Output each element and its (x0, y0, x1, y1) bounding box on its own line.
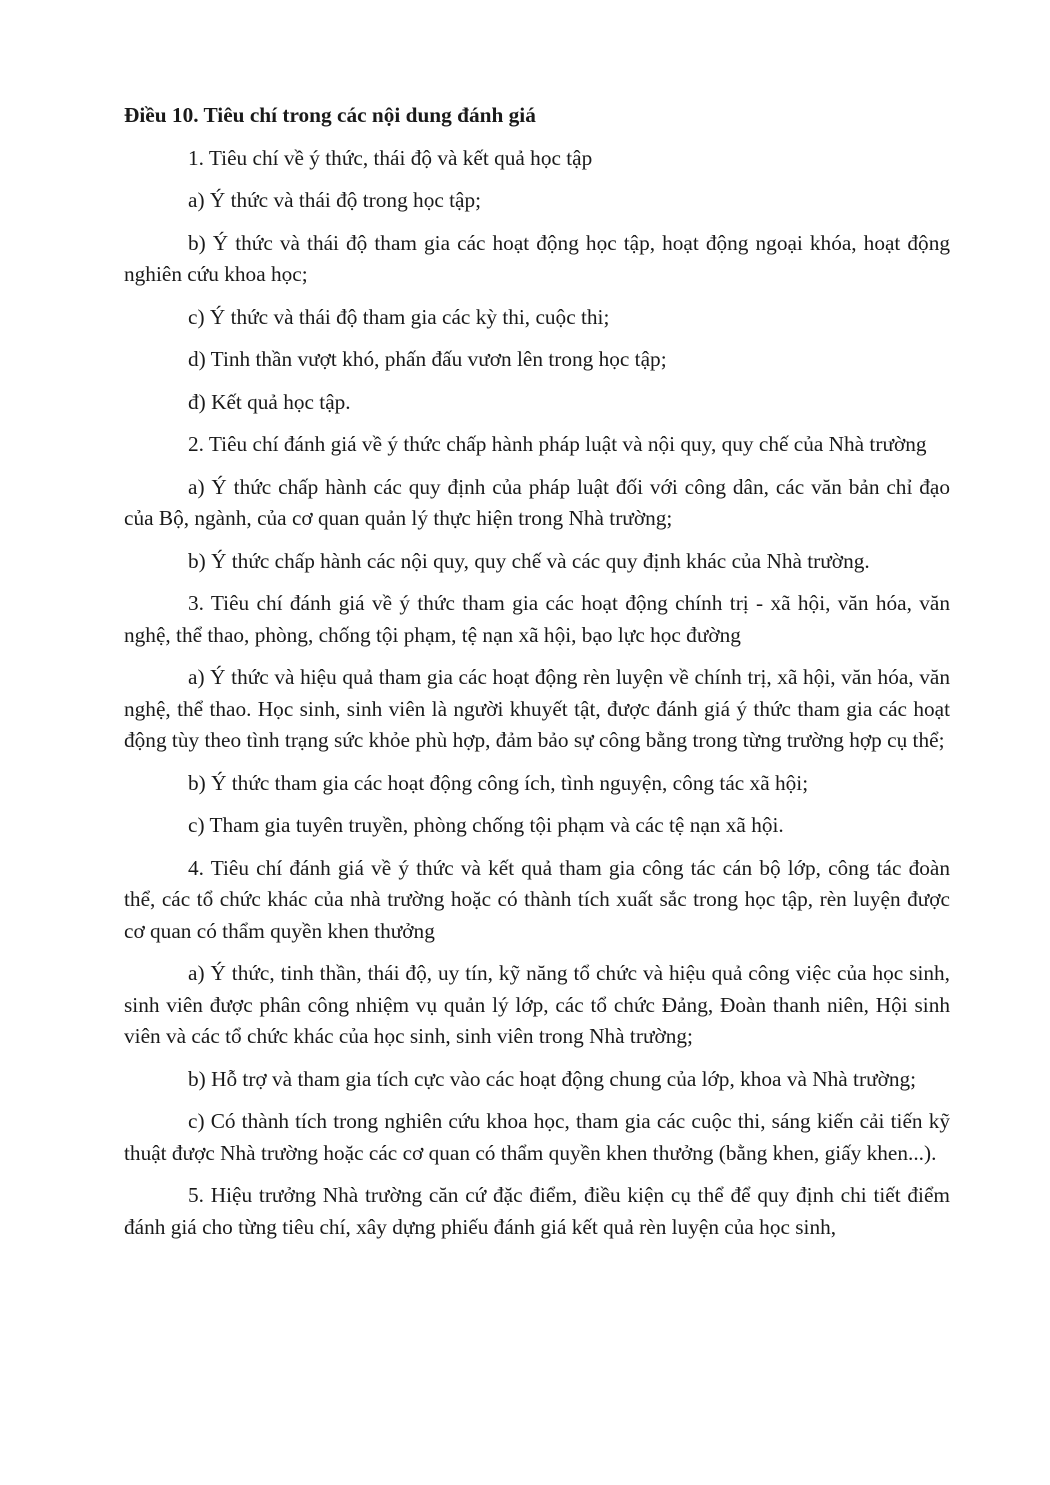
paragraph-1b: b) Ý thức và thái độ tham gia các hoạt động học tập, hoạt động ngoại khóa, hoạt động nghiên cứu khoa học; (124, 230, 950, 286)
paragraph-1d: d) Tinh thần vượt khó, phấn đấu vươn lên trong học tập; (188, 347, 667, 371)
paragraph-2: 2. Tiêu chí đánh giá về ý thức chấp hành pháp luật và nội quy, quy chế của Nhà trường (188, 432, 927, 456)
paragraph-1a: a) Ý thức và thái độ trong học tập; (188, 188, 482, 212)
document-body (124, 100, 950, 1243)
paragraph-1dd: đ) Kết quả học tập. (188, 389, 351, 414)
article-heading: Điều 10. Tiêu chí trong các nội dung đánh giá (124, 103, 536, 127)
paragraph-1: 1. Tiêu chí về ý thức, thái độ và kết quả học tập (188, 145, 593, 170)
paragraph-4: 4. Tiêu chí đánh giá về ý thức và kết quả tham gia công tác cán bộ lớp, công tác đoàn thể, các tổ chức khác của nhà trường hoặc có thành tích xuất sắc trong học tập, rèn luyện được cơ quan có thẩm quyền khen thưởng (124, 855, 950, 943)
paragraph-4c: c) Có thành tích trong nghiên cứu khoa học, tham gia các cuộc thi, sáng kiến cải tiến kỹ thuật được Nhà trường hoặc các cơ quan có thẩm quyền khen thưởng (bằng khen, giấy khen...). (124, 1109, 950, 1165)
paragraph-3c: c) Tham gia tuyên truyền, phòng chống tội phạm và các tệ nạn xã hội. (188, 813, 784, 837)
paragraph-3a: a) Ý thức và hiệu quả tham gia các hoạt động rèn luyện về chính trị, xã hội, văn hóa, văn nghệ, thể thao. Học sinh, sinh viên là người khuyết tật, được đánh giá ý thức tham gia các hoạt động tùy theo tình trạng sức khỏe phù hợp, đảm bảo sự công bằng trong từng trường hợp cụ thể; (124, 665, 950, 752)
paragraph-3: 3. Tiêu chí đánh giá về ý thức tham gia các hoạt động chính trị - xã hội, văn hóa, văn nghệ, thể thao, phòng, chống tội phạm, tệ nạn xã hội, bạo lực học đường (124, 591, 950, 647)
paragraph-4a: a) Ý thức, tinh thần, thái độ, uy tín, kỹ năng tổ chức và hiệu quả công việc của học sinh, sinh viên được phân công nhiệm vụ quản lý lớp, các tổ chức Đảng, Đoàn thanh niên, Hội sinh viên và các tổ chức khác của học sinh, sinh viên trong Nhà trường; (124, 961, 950, 1048)
paragraph-3b: b) Ý thức tham gia các hoạt động công ích, tình nguyện, công tác xã hội; (188, 770, 809, 795)
paragraph-2a: a) Ý thức chấp hành các quy định của pháp luật đối với công dân, các văn bản chỉ đạo của Bộ, ngành, của cơ quan quản lý thực hiện trong Nhà trường; (124, 474, 950, 530)
paragraph-2b: b) Ý thức chấp hành các nội quy, quy chế và các quy định khác của Nhà trường. (188, 548, 870, 573)
paragraph-4b: b) Hỗ trợ và tham gia tích cực vào các hoạt động chung của lớp, khoa và Nhà trường; (188, 1066, 917, 1091)
paragraph-1c: c) Ý thức và thái độ tham gia các kỳ thi, cuộc thi; (188, 304, 610, 329)
paragraph-5: 5. Hiệu trưởng Nhà trường căn cứ đặc điểm, điều kiện cụ thể để quy định chi tiết điểm đánh giá cho từng tiêu chí, xây dựng phiếu đánh giá kết quả rèn luyện của học sinh, (124, 1183, 950, 1239)
